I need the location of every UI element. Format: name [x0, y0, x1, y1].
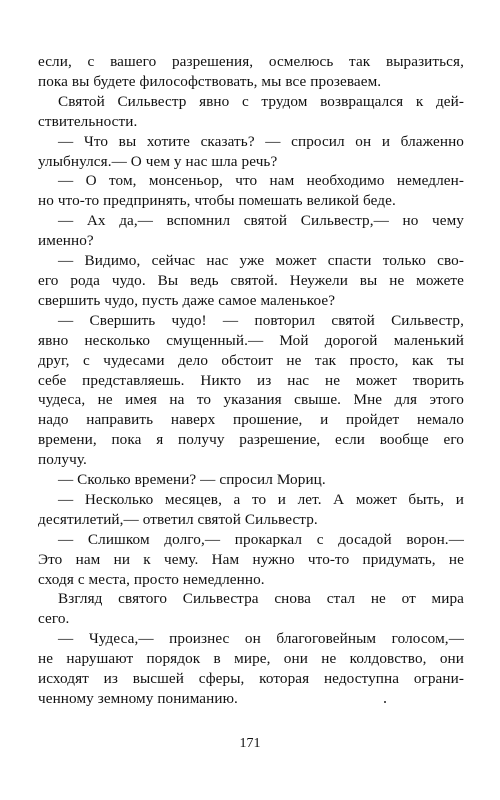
text-line: себе представляешь. Никто из нас не может творить — [38, 371, 464, 389]
text-line: явно несколько смущенный.— Мой дорогой маленький — [38, 331, 464, 349]
text-line: — Несколько месяцев, а то и лет. А может быть, и — [58, 490, 464, 508]
text-line: Это нам ни к чему. Нам нужно что-то придумать, не — [38, 550, 464, 568]
text-line: — Сколько времени? — спросил Мориц. — [58, 471, 326, 489]
text-line: ченному земному пониманию. — [38, 690, 238, 707]
text-line: десятилетий,— ответил святой Сильвестр. — [38, 510, 318, 528]
text-line: — О том, монсеньор, что нам необходимо немедлен- — [58, 172, 464, 190]
ink-speck — [384, 701, 386, 703]
text-line: но что-то предпринять, чтобы помешать великой беде. — [38, 192, 396, 210]
text-line: именно? — [38, 232, 94, 250]
text-line: свершить чудо, пусть даже самое маленькое? — [38, 291, 336, 309]
text-line: сходя с места, просто немедленно. — [38, 570, 265, 588]
text-line: исходят из высшей сферы, которая недоступна ограни- — [38, 670, 464, 688]
text-line: не нарушают порядок в мире, они не колдовство, они — [38, 650, 464, 668]
body-text — [38, 52, 464, 709]
text-line: улыбнулся.— О чем у нас шла речь? — [38, 152, 278, 170]
text-line: его рода чудо. Вы ведь святой. Неужели вы не можете — [38, 271, 464, 289]
text-line: — Слишком долго,— прокаркал с досадой ворон.— — [58, 530, 464, 548]
text-line: времени, пока я получу разрешение, если вообще его — [38, 431, 464, 449]
text-line: надо направить наверх прошение, и пройдет немало — [38, 411, 464, 429]
text-line: — Свершить чудо! — повторил святой Сильвестр, — [58, 311, 464, 329]
text-line: если, с вашего разрешения, осмелюсь так выразиться, — [38, 53, 464, 70]
text-line: — Видимо, сейчас нас уже может спасти только сво- — [58, 252, 464, 270]
text-line: пока вы будете философствовать, мы все прозеваем. — [38, 72, 382, 90]
text-line: сего. — [38, 610, 70, 628]
text-line: — Чудеса,— произнес он благоговейным голосом,— — [58, 630, 464, 648]
text-line: Святой Сильвестр явно с трудом возвращался к дей- — [58, 92, 464, 110]
text-line: ствительности. — [38, 112, 138, 130]
text-line: — Ах да,— вспомнил святой Сильвестр,— но чему — [58, 212, 464, 230]
text-line: Взгляд святого Сильвестра снова стал не от мира — [58, 590, 464, 608]
text-line: получу. — [38, 451, 87, 469]
text-line: — Что вы хотите сказать? — спросил он и блаженно — [58, 132, 464, 150]
text-line: чудеса, не имея на то указания свыше. Мне для этого — [38, 391, 464, 409]
text-line: друг, с чудесами дело обстоит не так просто, как ты — [38, 351, 464, 369]
page-number: 171 — [239, 736, 261, 751]
